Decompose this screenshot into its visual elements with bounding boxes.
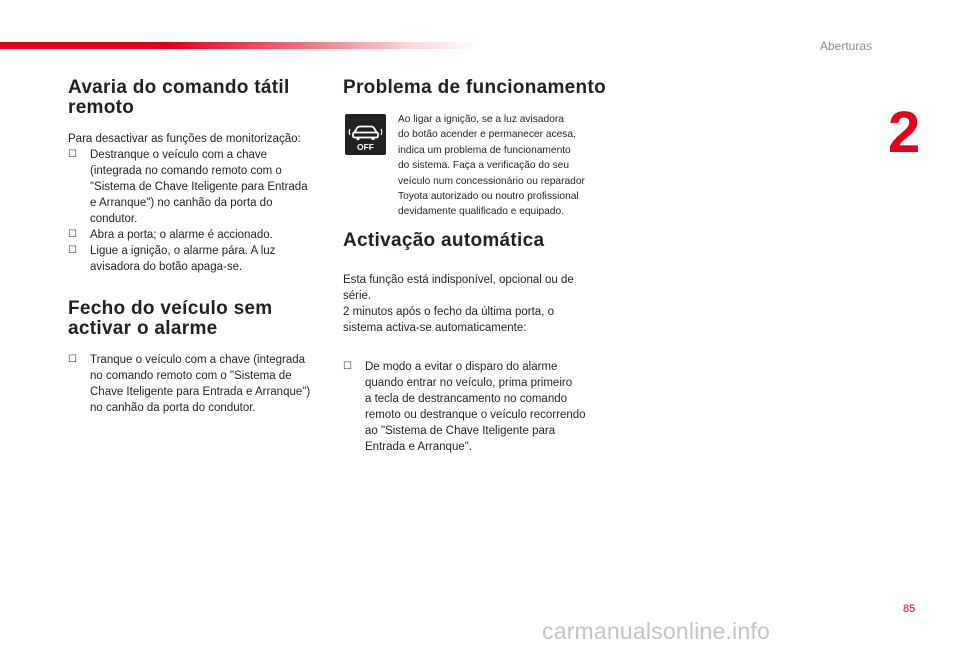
line: De modo a evitar o disparo do alarme bbox=[365, 361, 558, 373]
warning-text bbox=[398, 112, 613, 220]
check-bullet-icon: ☐ bbox=[68, 354, 77, 365]
line: do botão acender e permanecer acesa, bbox=[398, 129, 576, 141]
check-bullet-icon: ☐ bbox=[68, 229, 77, 240]
bullet-list bbox=[68, 352, 326, 416]
left-column bbox=[68, 78, 326, 416]
title-line: Avaria do comando tátil bbox=[68, 77, 290, 98]
indicator-label: OFF bbox=[357, 142, 374, 152]
line: Chave Iteligente para Entrada e Arranque") bbox=[90, 386, 311, 398]
line: ao "Sistema de Chave Iteligente para bbox=[365, 425, 556, 437]
line: condutor. bbox=[90, 213, 138, 225]
line: Abra a porta; o alarme é accionado. bbox=[90, 229, 273, 241]
line: Ao ligar a ignição, se a luz avisadora bbox=[398, 114, 564, 125]
list-item bbox=[68, 147, 326, 227]
list-item bbox=[68, 352, 326, 416]
line: no canhão da porta do condutor. bbox=[90, 402, 256, 414]
line: do sistema. Faça a verificação do seu bbox=[398, 160, 570, 172]
line: sistema activa-se automaticamente: bbox=[343, 322, 527, 334]
section-title-activacao: Activação automática bbox=[343, 230, 545, 251]
line: Tranque o veículo com a chave (integrada bbox=[90, 354, 306, 366]
line: "Sistema de Chave Iteligente para Entrada bbox=[90, 181, 308, 193]
line: Entrada e Arranque". bbox=[365, 441, 473, 453]
line: Toyota autorizado ou noutro profissional bbox=[398, 191, 579, 203]
check-bullet-icon: ☐ bbox=[343, 361, 352, 372]
check-bullet-icon: ☐ bbox=[68, 149, 77, 160]
right-column bbox=[343, 78, 611, 455]
section-title-problema: Problema de funcionamento bbox=[343, 77, 606, 98]
line: devidamente qualificado e equipado. bbox=[398, 206, 564, 218]
line: avisadora do botão apaga-se. bbox=[90, 261, 243, 273]
page-number: 85 bbox=[903, 603, 916, 615]
watermark: carmanualsonline.info bbox=[542, 618, 770, 644]
line: veículo num concessionário ou reparador bbox=[398, 175, 585, 187]
line: 2 minutos após o fecho da última porta, o bbox=[343, 306, 554, 318]
section-title-avaria bbox=[68, 78, 326, 118]
line: série. bbox=[343, 290, 372, 302]
line: Ligue a ignição, o alarme pára. A luz bbox=[90, 245, 276, 257]
list-item bbox=[343, 359, 611, 455]
activation-text bbox=[343, 272, 611, 336]
bullet-list bbox=[68, 147, 326, 275]
alarm-off-indicator-icon bbox=[345, 114, 386, 155]
check-bullet-icon: ☐ bbox=[68, 245, 77, 256]
line: Destranque o veículo com a chave bbox=[90, 149, 268, 161]
bullet-list bbox=[343, 359, 611, 455]
line: quando entrar no veículo, prima primeiro bbox=[365, 377, 573, 389]
list-item bbox=[68, 227, 326, 243]
section-title-fecho bbox=[68, 299, 326, 339]
line: indica um problema de funcionamento bbox=[398, 144, 571, 156]
line: (integrada no comando remoto com o bbox=[90, 165, 282, 177]
warning-block bbox=[343, 78, 611, 228]
title-line: Fecho do veículo sem bbox=[68, 298, 273, 319]
chapter-number: 2 bbox=[888, 100, 921, 165]
line: remoto ou destranque o veículo recorrendo bbox=[365, 409, 586, 421]
header-accent-bar bbox=[0, 42, 480, 49]
section-label: Aberturas bbox=[819, 39, 872, 53]
line: no comando remoto com o "Sistema de bbox=[90, 370, 292, 382]
intro-text: Para desactivar as funções de monitorização: bbox=[68, 133, 301, 145]
car-alarm-icon bbox=[345, 114, 386, 155]
line: a tecla de destrancamento no comando bbox=[365, 393, 568, 405]
list-item bbox=[68, 243, 326, 275]
title-line: activar o alarme bbox=[68, 318, 218, 339]
title-line: remoto bbox=[68, 97, 135, 118]
line: e Arranque") no canhão da porta do bbox=[90, 197, 273, 209]
line: Esta função está indisponível, opcional ou de bbox=[343, 274, 574, 286]
